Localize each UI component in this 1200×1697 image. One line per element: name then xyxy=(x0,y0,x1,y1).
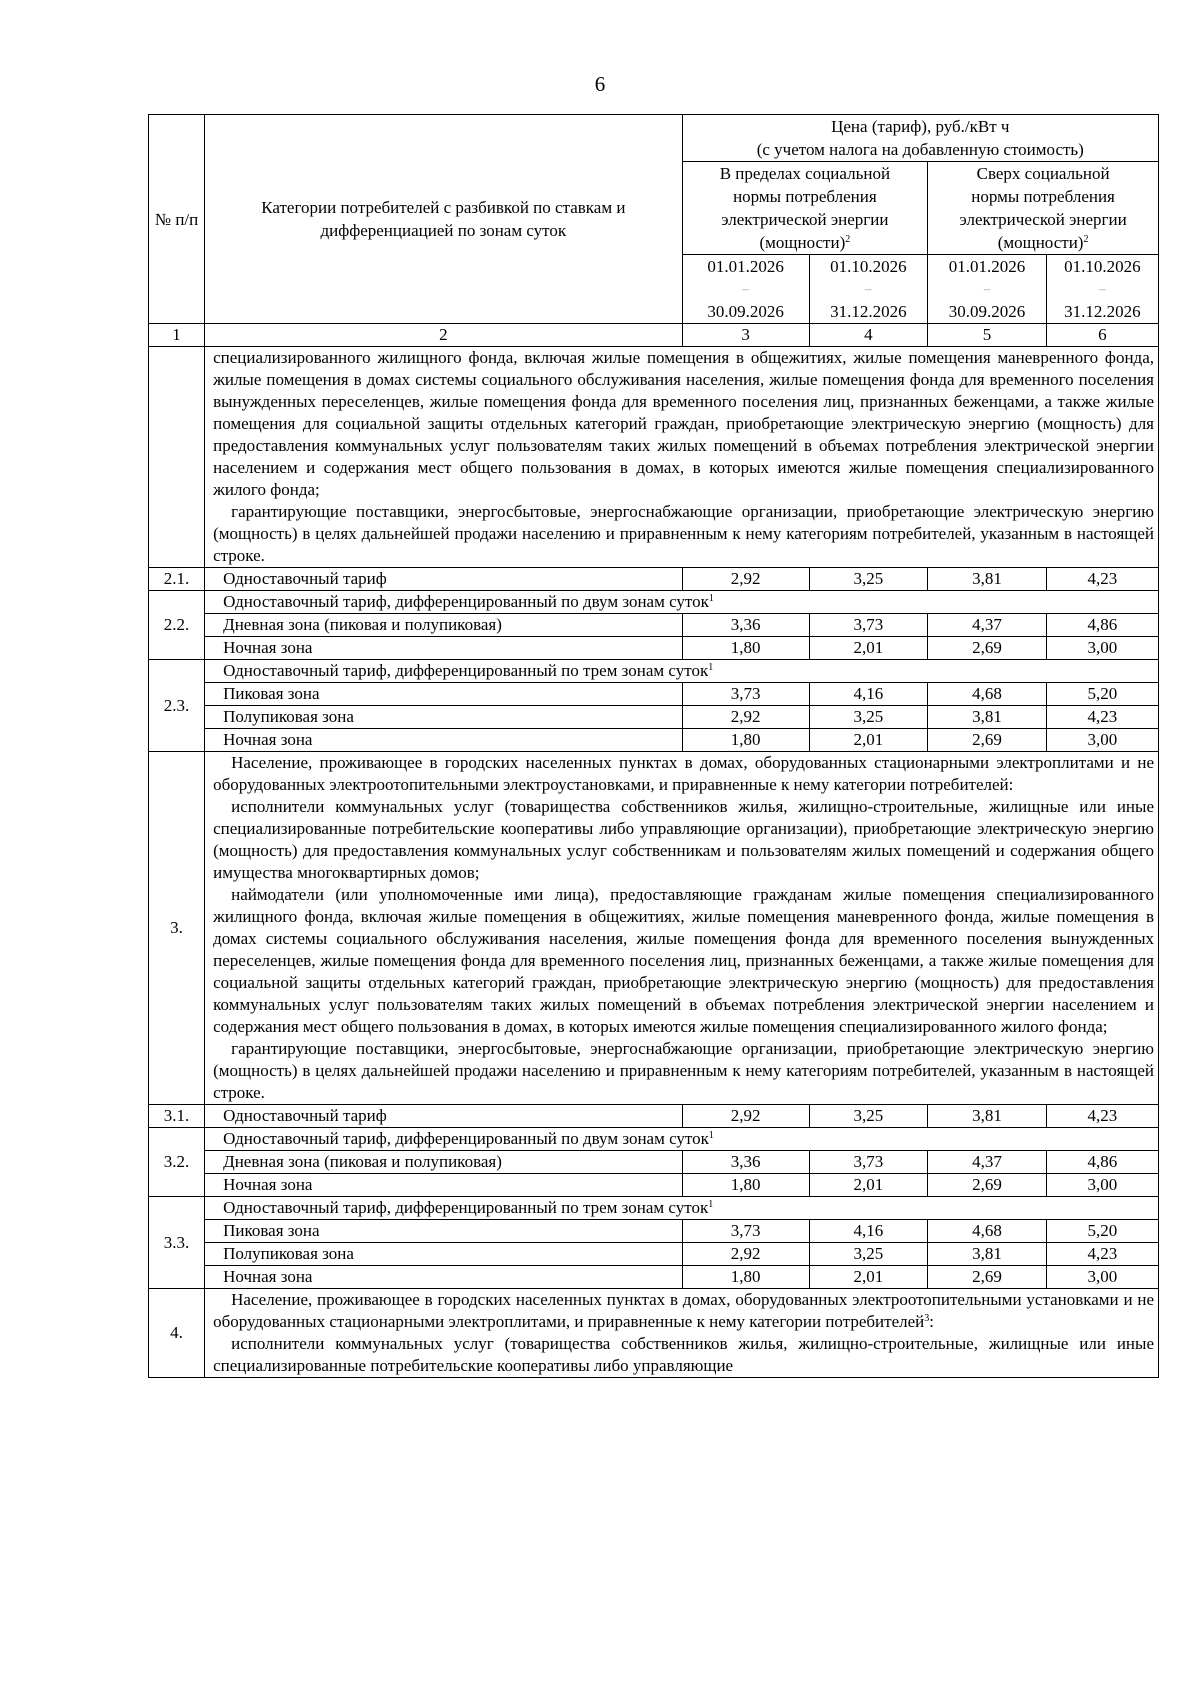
period-header: 01.01.2026 – 30.09.2026 xyxy=(682,255,809,324)
row-subtitle: Одноставочный тариф, дифференцированный по двум зонам суток$^1$ xyxy=(205,1128,1159,1151)
footnote-mark: 2 xyxy=(1083,234,1089,245)
price-cell: 2,69 xyxy=(928,729,1047,752)
price-cell: 2,92 xyxy=(682,1243,809,1266)
row-label: Одноставочный тариф xyxy=(205,568,682,591)
within-norm-line: (мощности)$^2$ xyxy=(759,233,851,252)
within-norm-line: нормы потребления xyxy=(733,187,877,206)
description-paragraph: гарантирующие поставщики, энергосбытовые, энергоснабжающие организации, приобретающие электрическую энергию (мощность) в целях дальнейшей продажи населению и приравненным к нему категориям потребителей, указанным в настоящей строке. xyxy=(213,1039,1154,1102)
price-cell: 4,37 xyxy=(928,614,1047,637)
price-cell: 1,80 xyxy=(682,637,809,660)
price-cell: 2,01 xyxy=(809,637,928,660)
description-paragraph: исполнители коммунальных услуг (товарищества собственников жилья, жилищно-строительные, жилищные или иные специализированные потребительские кооперативы либо управляющие xyxy=(213,1334,1154,1375)
description-paragraph: Население, проживающее в городских населенных пунктах в домах, оборудованных стационарными электроплитами и не оборудованных электроотопительными электроустановками, и приравненные к нему категории потребителей: xyxy=(213,753,1154,794)
row-number: 2.2. xyxy=(149,591,205,660)
price-cell: 1,80 xyxy=(682,1174,809,1197)
table-row xyxy=(149,614,1159,637)
price-cell: 3,36 xyxy=(682,1151,809,1174)
row-number: 3.2. xyxy=(149,1128,205,1197)
period-header: 01.01.2026 – 30.09.2026 xyxy=(928,255,1047,324)
column-number: 3 xyxy=(682,324,809,347)
section-description xyxy=(205,752,1159,1105)
price-cell: 3,00 xyxy=(1046,637,1158,660)
price-cell: 5,20 xyxy=(1046,683,1158,706)
above-norm-line: Сверх социальной xyxy=(976,164,1110,183)
price-cell: 3,25 xyxy=(809,1243,928,1266)
description-paragraph: Население, проживающее в городских населенных пунктах в домах, оборудованных электроотопительными установками и не оборудованных стационарными электроплитами, и приравненные к нему категории потребителей$^3$: xyxy=(213,1290,1154,1331)
table-row xyxy=(149,1128,1159,1151)
column-number: 6 xyxy=(1046,324,1158,347)
col-category-header: Категории потребителей с разбивкой по ставкам и дифференциацией по зонам суток xyxy=(205,115,682,324)
price-cell: 3,25 xyxy=(809,568,928,591)
price-cell: 2,92 xyxy=(682,1105,809,1128)
col-num-header: № п/п xyxy=(149,115,205,324)
column-number: 5 xyxy=(928,324,1047,347)
period-header: 01.10.2026 – 31.12.2026 xyxy=(809,255,928,324)
price-cell: 2,69 xyxy=(928,1266,1047,1289)
section-3-description-row xyxy=(149,752,1159,1105)
row-label: Ночная зона xyxy=(205,637,682,660)
price-cell: 3,73 xyxy=(682,683,809,706)
price-cell: 1,80 xyxy=(682,1266,809,1289)
row-number xyxy=(149,347,205,568)
row-label: Одноставочный тариф xyxy=(205,1105,682,1128)
column-number: 1 xyxy=(149,324,205,347)
price-cell: 3,81 xyxy=(928,706,1047,729)
price-title: Цена (тариф), руб./кВт ч xyxy=(831,117,1010,136)
price-cell: 4,86 xyxy=(1046,614,1158,637)
row-label: Дневная зона (пиковая и полупиковая) xyxy=(205,614,682,637)
table-row xyxy=(149,706,1159,729)
tariff-table xyxy=(148,114,1159,1378)
row-subtitle: Одноставочный тариф, дифференцированный по двум зонам суток$^1$ xyxy=(205,591,1159,614)
table-row xyxy=(149,1266,1159,1289)
table-row xyxy=(149,1105,1159,1128)
period-header: 01.10.2026 – 31.12.2026 xyxy=(1046,255,1158,324)
price-cell: 3,00 xyxy=(1046,729,1158,752)
row-label: Ночная зона xyxy=(205,729,682,752)
table-row xyxy=(149,637,1159,660)
price-cell: 2,92 xyxy=(682,706,809,729)
price-cell: 3,73 xyxy=(809,1151,928,1174)
row-label: Дневная зона (пиковая и полупиковая) xyxy=(205,1151,682,1174)
row-label: Полупиковая зона xyxy=(205,706,682,729)
price-cell: 5,20 xyxy=(1046,1220,1158,1243)
section-4-description-row xyxy=(149,1289,1159,1378)
price-cell: 2,01 xyxy=(809,729,928,752)
price-cell: 4,23 xyxy=(1046,568,1158,591)
above-norm-header xyxy=(928,162,1159,255)
table-row xyxy=(149,1243,1159,1266)
price-cell: 4,37 xyxy=(928,1151,1047,1174)
row-subtitle: Одноставочный тариф, дифференцированный по трем зонам суток$^1$ xyxy=(205,1197,1159,1220)
section-description xyxy=(205,347,1159,568)
row-label: Пиковая зона xyxy=(205,683,682,706)
table-row xyxy=(149,591,1159,614)
price-cell: 2,69 xyxy=(928,1174,1047,1197)
row-number: 2.1. xyxy=(149,568,205,591)
column-numbers-row xyxy=(149,324,1159,347)
price-cell: 3,81 xyxy=(928,1105,1047,1128)
price-cell: 2,69 xyxy=(928,637,1047,660)
row-subtitle: Одноставочный тариф, дифференцированный по трем зонам суток$^1$ xyxy=(205,660,1159,683)
price-cell: 3,00 xyxy=(1046,1174,1158,1197)
price-subtitle: (с учетом налога на добавленную стоимость) xyxy=(756,140,1084,159)
footnote-mark: 1 xyxy=(708,1199,714,1210)
above-norm-line: нормы потребления xyxy=(971,187,1115,206)
description-paragraph: гарантирующие поставщики, энергосбытовые, энергоснабжающие организации, приобретающие электрическую энергию (мощность) в целях дальнейшей продажи населению и приравненным к нему категориям потребителей, указанным в настоящей строке. xyxy=(213,502,1154,565)
table-row xyxy=(149,683,1159,706)
footnote-mark: 2 xyxy=(845,234,851,245)
table-row xyxy=(149,660,1159,683)
row-number: 3.3. xyxy=(149,1197,205,1289)
footnote-mark: 1 xyxy=(708,662,714,673)
row-label: Ночная зона xyxy=(205,1174,682,1197)
price-cell: 3,73 xyxy=(809,614,928,637)
column-number: 2 xyxy=(205,324,682,347)
section-2-description-row xyxy=(149,347,1159,568)
price-cell: 4,16 xyxy=(809,683,928,706)
row-label: Пиковая зона xyxy=(205,1220,682,1243)
description-paragraph: специализированного жилищного фонда, включая жилые помещения в общежитиях, жилые помещения маневренного фонда, жилые помещения в домах системы социального обслуживания населения, жилые помещения фонда для временного поселения вынужденных переселенцев, жилые помещения фонда для временного поселения лиц, признанных беженцами, а также жилые помещения для социальной защиты отдельных категорий граждан, приобретающие электрическую энергию (мощность) для предоставления коммунальных услуг пользователям таких жилых помещений в объемах потребления электрической энергии населением и содержания мест общего пользования в домах, в которых имеются жилые помещения специализированного жилого фонда; xyxy=(213,348,1154,499)
row-number: 2.3. xyxy=(149,660,205,752)
table-row xyxy=(149,1197,1159,1220)
above-norm-line: электрической энергии xyxy=(959,210,1127,229)
table-row xyxy=(149,1220,1159,1243)
column-number: 4 xyxy=(809,324,928,347)
price-cell: 3,25 xyxy=(809,706,928,729)
within-norm-line: электрической энергии xyxy=(721,210,889,229)
price-cell: 2,92 xyxy=(682,568,809,591)
row-label: Ночная зона xyxy=(205,1266,682,1289)
price-cell: 3,25 xyxy=(809,1105,928,1128)
price-cell: 2,01 xyxy=(809,1174,928,1197)
table-row xyxy=(149,1151,1159,1174)
page-number: 6 xyxy=(594,72,606,96)
price-cell: 4,16 xyxy=(809,1220,928,1243)
row-number: 4. xyxy=(149,1289,205,1378)
price-cell: 4,86 xyxy=(1046,1151,1158,1174)
price-cell: 4,23 xyxy=(1046,1243,1158,1266)
footnote-mark: 1 xyxy=(708,593,714,604)
price-cell: 3,00 xyxy=(1046,1266,1158,1289)
within-norm-header xyxy=(682,162,928,255)
description-paragraph: наймодатели (или уполномоченные ими лица), предоставляющие гражданам жилые помещения специализированного жилищного фонда, включая жилые помещения в общежитиях, жилые помещения маневренного фонда, жилые помещения в домах системы социального обслуживания населения, жилые помещения фонда для временного поселения вынужденных переселенцев, жилые помещения фонда для временного поселения лиц, признанных беженцами, а также жилые помещения для социальной защиты отдельных категорий граждан, приобретающие электрическую энергию (мощность) для предоставления коммунальных услуг пользователям таких жилых помещений в объемах потребления электрической энергии населением и содержания мест общего пользования в домах, в которых имеются жилые помещения специализированного жилого фонда; xyxy=(213,885,1154,1036)
header-row-1 xyxy=(149,115,1159,162)
table-row xyxy=(149,568,1159,591)
footnote-mark: 1 xyxy=(708,1130,714,1141)
row-number: 3.1. xyxy=(149,1105,205,1128)
table-row xyxy=(149,1174,1159,1197)
footnote-mark: 3 xyxy=(924,1313,930,1324)
price-cell: 2,01 xyxy=(809,1266,928,1289)
table-row xyxy=(149,729,1159,752)
above-norm-line: (мощности)$^2$ xyxy=(997,233,1089,252)
price-cell: 4,68 xyxy=(928,683,1047,706)
section-description xyxy=(205,1289,1159,1378)
price-header xyxy=(682,115,1158,162)
row-label: Полупиковая зона xyxy=(205,1243,682,1266)
within-norm-line: В пределах социальной xyxy=(719,164,891,183)
price-cell: 1,80 xyxy=(682,729,809,752)
price-cell: 4,23 xyxy=(1046,1105,1158,1128)
price-cell: 3,81 xyxy=(928,1243,1047,1266)
price-cell: 4,68 xyxy=(928,1220,1047,1243)
row-number: 3. xyxy=(149,752,205,1105)
price-cell: 3,81 xyxy=(928,568,1047,591)
price-cell: 4,23 xyxy=(1046,706,1158,729)
price-cell: 3,73 xyxy=(682,1220,809,1243)
price-cell: 3,36 xyxy=(682,614,809,637)
description-paragraph: исполнители коммунальных услуг (товарищества собственников жилья, жилищно-строительные, жилищные или иные специализированные потребительские кооперативы либо управляющие организации), приобретающие электрическую энергию (мощность) для предоставления коммунальных услуг собственникам и пользователям жилых помещений и содержания общего имущества многоквартирных домов; xyxy=(213,797,1154,882)
